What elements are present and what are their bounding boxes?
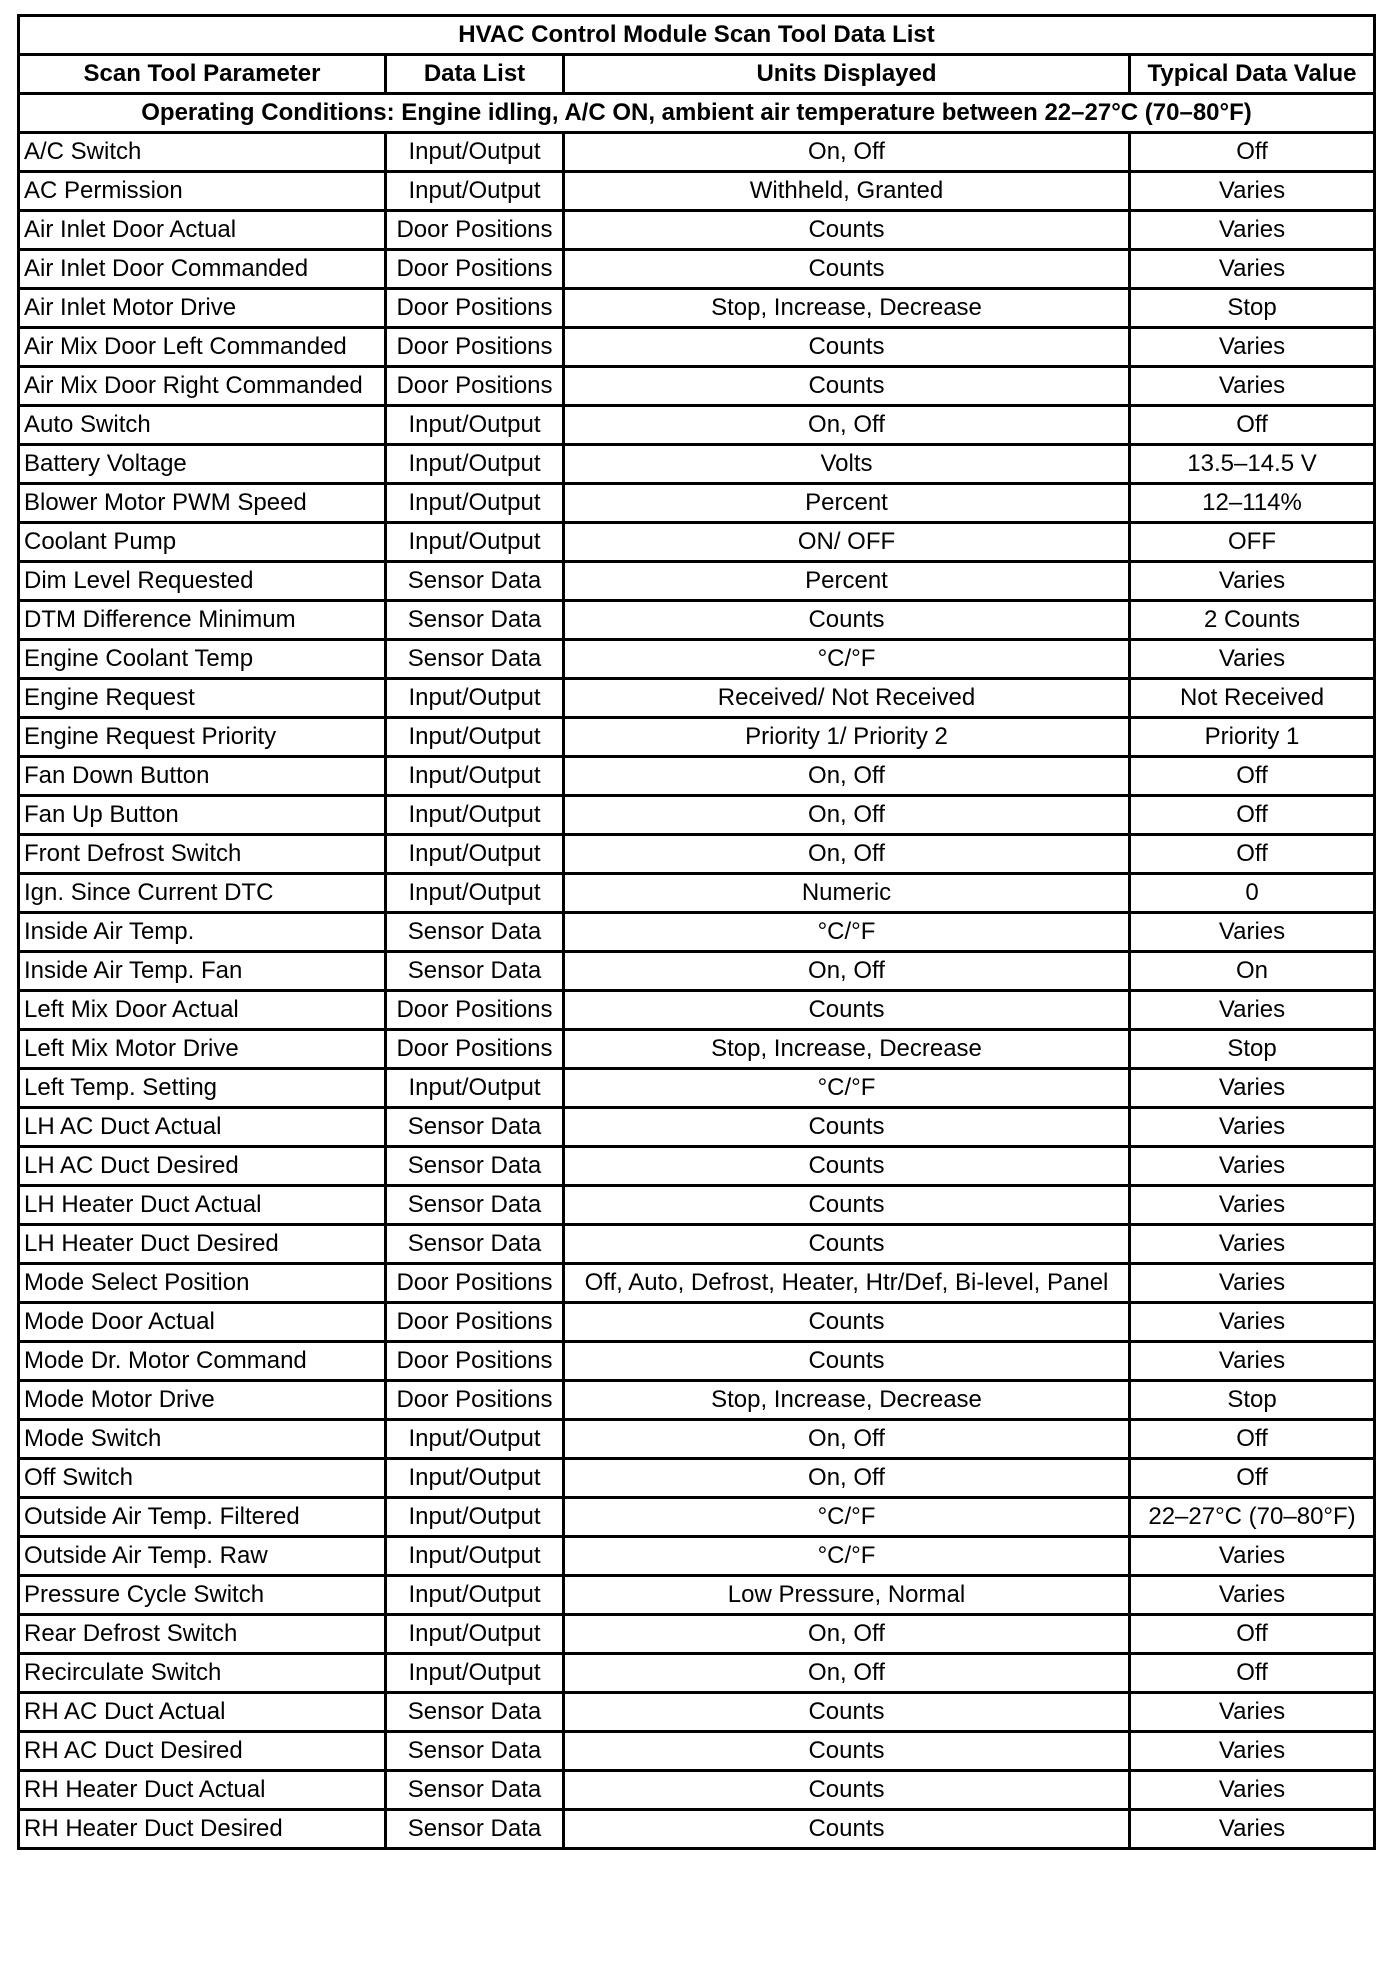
cell-param: DTM Difference Minimum xyxy=(19,601,386,640)
table-row xyxy=(19,1459,1375,1498)
cell-param: A/C Switch xyxy=(19,133,386,172)
cell-units: Counts xyxy=(564,1147,1130,1186)
cell-data-list: Input/Output xyxy=(386,523,564,562)
cell-typical-value: Off xyxy=(1130,835,1375,874)
table-row xyxy=(19,1771,1375,1810)
cell-param: Engine Coolant Temp xyxy=(19,640,386,679)
table-row xyxy=(19,1654,1375,1693)
cell-units: Numeric xyxy=(564,874,1130,913)
cell-units: Counts xyxy=(564,1186,1130,1225)
cell-data-list: Door Positions xyxy=(386,1030,564,1069)
table-row xyxy=(19,1186,1375,1225)
table-header-row xyxy=(19,55,1375,94)
cell-data-list: Door Positions xyxy=(386,1342,564,1381)
cell-typical-value: Varies xyxy=(1130,1147,1375,1186)
cell-data-list: Input/Output xyxy=(386,757,564,796)
cell-data-list: Door Positions xyxy=(386,328,564,367)
table-row xyxy=(19,562,1375,601)
cell-param: Mode Select Position xyxy=(19,1264,386,1303)
cell-typical-value: Off xyxy=(1130,1459,1375,1498)
cell-typical-value: Varies xyxy=(1130,1771,1375,1810)
table-row xyxy=(19,952,1375,991)
cell-param: AC Permission xyxy=(19,172,386,211)
cell-param: Coolant Pump xyxy=(19,523,386,562)
cell-units: Off, Auto, Defrost, Heater, Htr/Def, Bi-level, Panel xyxy=(564,1264,1130,1303)
cell-param: Engine Request Priority xyxy=(19,718,386,757)
cell-units: Counts xyxy=(564,1771,1130,1810)
cell-param: Front Defrost Switch xyxy=(19,835,386,874)
table-row xyxy=(19,367,1375,406)
cell-param: LH Heater Duct Actual xyxy=(19,1186,386,1225)
cell-typical-value: 22–27°C (70–80°F) xyxy=(1130,1498,1375,1537)
cell-data-list: Sensor Data xyxy=(386,1732,564,1771)
cell-param: Fan Up Button xyxy=(19,796,386,835)
cell-data-list: Sensor Data xyxy=(386,1225,564,1264)
cell-param: Air Inlet Door Actual xyxy=(19,211,386,250)
cell-units: Counts xyxy=(564,1810,1130,1849)
cell-param: Pressure Cycle Switch xyxy=(19,1576,386,1615)
table-title: HVAC Control Module Scan Tool Data List xyxy=(19,16,1375,55)
cell-units: On, Off xyxy=(564,757,1130,796)
cell-param: Dim Level Requested xyxy=(19,562,386,601)
cell-typical-value: Varies xyxy=(1130,1108,1375,1147)
cell-units: On, Off xyxy=(564,133,1130,172)
cell-units: Stop, Increase, Decrease xyxy=(564,1030,1130,1069)
cell-units: Counts xyxy=(564,250,1130,289)
table-row xyxy=(19,679,1375,718)
table-row xyxy=(19,1576,1375,1615)
cell-param: LH Heater Duct Desired xyxy=(19,1225,386,1264)
cell-typical-value: Stop xyxy=(1130,289,1375,328)
operating-conditions: Operating Conditions: Engine idling, A/C ON, ambient air temperature between 22–27°C (70–80°F) xyxy=(19,94,1375,133)
table-row xyxy=(19,1264,1375,1303)
cell-typical-value: OFF xyxy=(1130,523,1375,562)
cell-data-list: Input/Output xyxy=(386,1459,564,1498)
table-row xyxy=(19,1303,1375,1342)
cell-typical-value: Varies xyxy=(1130,562,1375,601)
cell-units: Counts xyxy=(564,1342,1130,1381)
cell-data-list: Input/Output xyxy=(386,172,564,211)
cell-param: Off Switch xyxy=(19,1459,386,1498)
cell-param: Ign. Since Current DTC xyxy=(19,874,386,913)
cell-data-list: Sensor Data xyxy=(386,640,564,679)
cell-typical-value: Off xyxy=(1130,406,1375,445)
cell-units: Counts xyxy=(564,1303,1130,1342)
cell-data-list: Input/Output xyxy=(386,406,564,445)
table-row xyxy=(19,757,1375,796)
table-row xyxy=(19,328,1375,367)
table-row xyxy=(19,172,1375,211)
cell-typical-value: Varies xyxy=(1130,991,1375,1030)
table-row xyxy=(19,406,1375,445)
cell-typical-value: Varies xyxy=(1130,1810,1375,1849)
table-row xyxy=(19,796,1375,835)
cell-typical-value: Varies xyxy=(1130,172,1375,211)
cell-typical-value: Varies xyxy=(1130,211,1375,250)
table-row xyxy=(19,1615,1375,1654)
cell-param: RH Heater Duct Desired xyxy=(19,1810,386,1849)
header-data-list: Data List xyxy=(386,55,564,94)
table-row xyxy=(19,1069,1375,1108)
cell-param: LH AC Duct Desired xyxy=(19,1147,386,1186)
cell-data-list: Sensor Data xyxy=(386,952,564,991)
cell-typical-value: Off xyxy=(1130,1420,1375,1459)
cell-typical-value: Priority 1 xyxy=(1130,718,1375,757)
table-row xyxy=(19,1147,1375,1186)
cell-units: Withheld, Granted xyxy=(564,172,1130,211)
cell-param: Air Mix Door Right Commanded xyxy=(19,367,386,406)
cell-typical-value: Varies xyxy=(1130,328,1375,367)
cell-typical-value: Varies xyxy=(1130,640,1375,679)
cell-param: Blower Motor PWM Speed xyxy=(19,484,386,523)
cell-typical-value: Off xyxy=(1130,1615,1375,1654)
cell-param: Mode Dr. Motor Command xyxy=(19,1342,386,1381)
cell-param: Mode Door Actual xyxy=(19,1303,386,1342)
cell-units: Received/ Not Received xyxy=(564,679,1130,718)
table-row xyxy=(19,913,1375,952)
cell-typical-value: Varies xyxy=(1130,250,1375,289)
cell-data-list: Door Positions xyxy=(386,1303,564,1342)
cell-data-list: Input/Output xyxy=(386,1615,564,1654)
cell-units: On, Off xyxy=(564,1654,1130,1693)
cell-units: °C/°F xyxy=(564,1069,1130,1108)
cell-param: Left Mix Door Actual xyxy=(19,991,386,1030)
cell-param: RH AC Duct Actual xyxy=(19,1693,386,1732)
cell-typical-value: Varies xyxy=(1130,1693,1375,1732)
cell-data-list: Input/Output xyxy=(386,835,564,874)
table-row xyxy=(19,523,1375,562)
table-row xyxy=(19,484,1375,523)
table-row xyxy=(19,445,1375,484)
cell-units: Low Pressure, Normal xyxy=(564,1576,1130,1615)
cell-units: On, Off xyxy=(564,406,1130,445)
cell-units: Counts xyxy=(564,1732,1130,1771)
cell-data-list: Sensor Data xyxy=(386,562,564,601)
table-row xyxy=(19,1693,1375,1732)
table-row xyxy=(19,1030,1375,1069)
cell-param: Battery Voltage xyxy=(19,445,386,484)
cell-typical-value: Stop xyxy=(1130,1030,1375,1069)
cell-data-list: Input/Output xyxy=(386,1576,564,1615)
cell-data-list: Input/Output xyxy=(386,1498,564,1537)
cell-units: Counts xyxy=(564,328,1130,367)
cell-data-list: Input/Output xyxy=(386,1420,564,1459)
cell-param: LH AC Duct Actual xyxy=(19,1108,386,1147)
cell-typical-value: 2 Counts xyxy=(1130,601,1375,640)
table-row xyxy=(19,718,1375,757)
table-row xyxy=(19,1498,1375,1537)
cell-param: Air Inlet Door Commanded xyxy=(19,250,386,289)
table-row xyxy=(19,1225,1375,1264)
header-units-displayed: Units Displayed xyxy=(564,55,1130,94)
cell-units: Stop, Increase, Decrease xyxy=(564,1381,1130,1420)
cell-units: Counts xyxy=(564,1225,1130,1264)
cell-data-list: Sensor Data xyxy=(386,1186,564,1225)
cell-typical-value: Varies xyxy=(1130,1264,1375,1303)
cell-typical-value: Varies xyxy=(1130,1069,1375,1108)
cell-data-list: Sensor Data xyxy=(386,1771,564,1810)
cell-data-list: Sensor Data xyxy=(386,913,564,952)
table-row xyxy=(19,991,1375,1030)
cell-data-list: Input/Output xyxy=(386,1069,564,1108)
cell-typical-value: 0 xyxy=(1130,874,1375,913)
cell-units: On, Off xyxy=(564,952,1130,991)
cell-data-list: Door Positions xyxy=(386,367,564,406)
cell-units: On, Off xyxy=(564,1420,1130,1459)
cell-typical-value: Varies xyxy=(1130,1225,1375,1264)
cell-typical-value: Varies xyxy=(1130,1732,1375,1771)
cell-data-list: Door Positions xyxy=(386,1264,564,1303)
cell-typical-value: Off xyxy=(1130,757,1375,796)
cell-param: Left Mix Motor Drive xyxy=(19,1030,386,1069)
cell-data-list: Input/Output xyxy=(386,445,564,484)
data-list-sheet xyxy=(17,14,1373,1850)
table-row xyxy=(19,1420,1375,1459)
cell-param: Outside Air Temp. Filtered xyxy=(19,1498,386,1537)
cell-data-list: Sensor Data xyxy=(386,601,564,640)
cell-param: Air Inlet Motor Drive xyxy=(19,289,386,328)
cell-param: Recirculate Switch xyxy=(19,1654,386,1693)
cell-data-list: Input/Output xyxy=(386,1537,564,1576)
cell-data-list: Input/Output xyxy=(386,1654,564,1693)
cell-units: Counts xyxy=(564,1108,1130,1147)
cell-units: Priority 1/ Priority 2 xyxy=(564,718,1130,757)
cell-data-list: Door Positions xyxy=(386,211,564,250)
cell-data-list: Door Positions xyxy=(386,250,564,289)
table-row xyxy=(19,874,1375,913)
cell-param: RH AC Duct Desired xyxy=(19,1732,386,1771)
table-row xyxy=(19,1108,1375,1147)
table-body xyxy=(19,133,1375,1849)
table-row xyxy=(19,1537,1375,1576)
cell-typical-value: Off xyxy=(1130,133,1375,172)
cell-data-list: Sensor Data xyxy=(386,1108,564,1147)
cell-data-list: Input/Output xyxy=(386,874,564,913)
cell-data-list: Input/Output xyxy=(386,796,564,835)
operating-conditions-row xyxy=(19,94,1375,133)
cell-param: Auto Switch xyxy=(19,406,386,445)
cell-data-list: Door Positions xyxy=(386,991,564,1030)
header-typical-data-value: Typical Data Value xyxy=(1130,55,1375,94)
cell-typical-value: Varies xyxy=(1130,1537,1375,1576)
cell-units: °C/°F xyxy=(564,1498,1130,1537)
table-row xyxy=(19,1381,1375,1420)
cell-units: Volts xyxy=(564,445,1130,484)
cell-units: On, Off xyxy=(564,1459,1130,1498)
cell-typical-value: Varies xyxy=(1130,913,1375,952)
cell-data-list: Door Positions xyxy=(386,289,564,328)
cell-units: On, Off xyxy=(564,796,1130,835)
cell-data-list: Door Positions xyxy=(386,1381,564,1420)
cell-units: Counts xyxy=(564,367,1130,406)
cell-units: Percent xyxy=(564,484,1130,523)
cell-data-list: Sensor Data xyxy=(386,1693,564,1732)
cell-param: Fan Down Button xyxy=(19,757,386,796)
cell-typical-value: Varies xyxy=(1130,367,1375,406)
cell-data-list: Sensor Data xyxy=(386,1147,564,1186)
table-row xyxy=(19,1342,1375,1381)
cell-units: ON/ OFF xyxy=(564,523,1130,562)
table-row xyxy=(19,289,1375,328)
table-row xyxy=(19,601,1375,640)
cell-data-list: Input/Output xyxy=(386,484,564,523)
cell-data-list: Input/Output xyxy=(386,718,564,757)
table-row xyxy=(19,835,1375,874)
cell-units: °C/°F xyxy=(564,913,1130,952)
cell-param: Left Temp. Setting xyxy=(19,1069,386,1108)
cell-typical-value: Off xyxy=(1130,796,1375,835)
cell-units: °C/°F xyxy=(564,640,1130,679)
cell-units: Counts xyxy=(564,991,1130,1030)
cell-param: Inside Air Temp. Fan xyxy=(19,952,386,991)
cell-data-list: Input/Output xyxy=(386,133,564,172)
cell-units: Counts xyxy=(564,601,1130,640)
table-row xyxy=(19,1810,1375,1849)
cell-typical-value: 13.5–14.5 V xyxy=(1130,445,1375,484)
header-scan-tool-parameter: Scan Tool Parameter xyxy=(19,55,386,94)
cell-units: °C/°F xyxy=(564,1537,1130,1576)
cell-typical-value: On xyxy=(1130,952,1375,991)
cell-param: Inside Air Temp. xyxy=(19,913,386,952)
cell-typical-value: Varies xyxy=(1130,1186,1375,1225)
cell-param: Engine Request xyxy=(19,679,386,718)
table-row xyxy=(19,640,1375,679)
scan-tool-data-table xyxy=(17,14,1376,1850)
cell-typical-value: Varies xyxy=(1130,1576,1375,1615)
cell-data-list: Input/Output xyxy=(386,679,564,718)
table-title-row xyxy=(19,16,1375,55)
cell-param: Mode Switch xyxy=(19,1420,386,1459)
cell-param: RH Heater Duct Actual xyxy=(19,1771,386,1810)
cell-typical-value: 12–114% xyxy=(1130,484,1375,523)
cell-units: On, Off xyxy=(564,835,1130,874)
table-row xyxy=(19,133,1375,172)
cell-typical-value: Stop xyxy=(1130,1381,1375,1420)
cell-typical-value: Off xyxy=(1130,1654,1375,1693)
table-row xyxy=(19,211,1375,250)
cell-param: Rear Defrost Switch xyxy=(19,1615,386,1654)
cell-units: Percent xyxy=(564,562,1130,601)
cell-typical-value: Varies xyxy=(1130,1303,1375,1342)
cell-units: Counts xyxy=(564,211,1130,250)
cell-param: Outside Air Temp. Raw xyxy=(19,1537,386,1576)
cell-param: Mode Motor Drive xyxy=(19,1381,386,1420)
cell-param: Air Mix Door Left Commanded xyxy=(19,328,386,367)
table-row xyxy=(19,1732,1375,1771)
cell-typical-value: Not Received xyxy=(1130,679,1375,718)
cell-typical-value: Varies xyxy=(1130,1342,1375,1381)
cell-data-list: Sensor Data xyxy=(386,1810,564,1849)
table-row xyxy=(19,250,1375,289)
cell-units: Counts xyxy=(564,1693,1130,1732)
cell-units: Stop, Increase, Decrease xyxy=(564,289,1130,328)
cell-units: On, Off xyxy=(564,1615,1130,1654)
